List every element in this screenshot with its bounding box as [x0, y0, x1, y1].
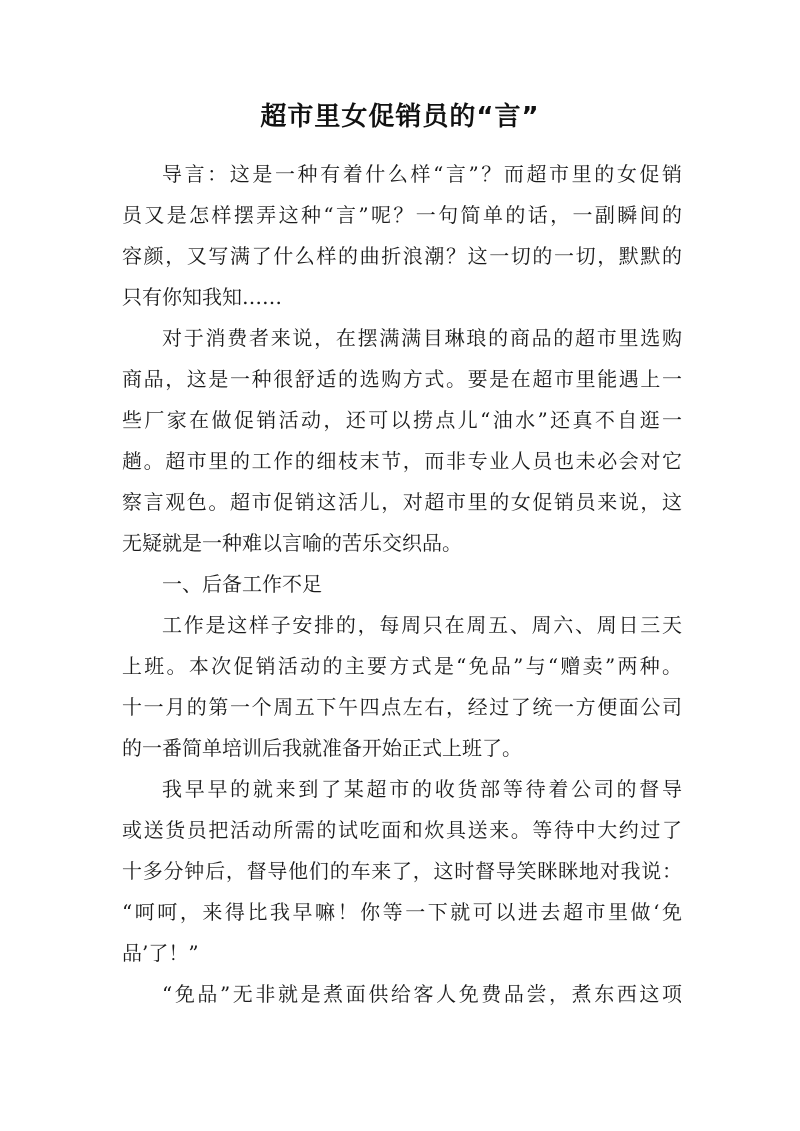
paragraph-line: 或送货员把活动所需的试吃面和炊具送来。等待中大约过了: [122, 818, 682, 842]
paragraph-line: 对于消费者来说，在摆满满目琳琅的商品的超市里选购: [162, 326, 682, 350]
paragraph-line: 十一月的第一个周五下午四点左右，经过了统一方便面公司: [122, 695, 682, 719]
paragraph-line: 员又是怎样摆弄这种“言”呢？一句简单的话，一副瞬间的: [122, 203, 682, 227]
paragraph-line: 只有你知我知……: [122, 285, 282, 309]
paragraph-line: 品’了！”: [122, 941, 199, 965]
paragraph-line: 容颜，又写满了什么样的曲折浪潮？这一切的一切，默默的: [122, 244, 682, 268]
paragraph-line: 些厂家在做促销活动，还可以捞点儿“油水”还真不自逛一: [122, 408, 682, 432]
paragraph-line: 商品，这是一种很舒适的选购方式。要是在超市里能遇上一: [122, 367, 682, 391]
paragraph-line: “免品”无非就是煮面供给客人免费品尝，煮东西这项: [162, 982, 682, 1006]
paragraph-line: 我早早的就来到了某超市的收货部等待着公司的督导: [162, 777, 682, 801]
paragraph-line: 察言观色。超市促销这活儿，对超市里的女促销员来说，这: [122, 490, 682, 514]
paragraph-line: 十多分钟后，督导他们的车来了，这时督导笑眯眯地对我说：: [122, 859, 682, 883]
paragraph-line: “呵呵，来得比我早嘛！你等一下就可以进去超市里做‘免: [122, 900, 682, 924]
section-heading: 一、后备工作不足: [162, 572, 322, 596]
paragraph-line: 的一番简单培训后我就准备开始正式上班了。: [122, 736, 522, 760]
document-title: 超市里女促销员的“言”: [260, 102, 540, 132]
paragraph-line: 无疑就是一种难以言喻的苦乐交织品。: [122, 531, 462, 555]
document-body: [122, 154, 682, 1015]
paragraph-line: 趟。超市里的工作的细枝末节，而非专业人员也未必会对它: [122, 449, 682, 473]
paragraph-line: 导言：这是一种有着什么样“言”？而超市里的女促销: [162, 162, 682, 186]
paragraph-line: 上班。本次促销活动的主要方式是“免品”与“赠卖”两种。: [122, 654, 682, 678]
paragraph-line: 工作是这样子安排的，每周只在周五、周六、周日三天: [162, 613, 682, 637]
